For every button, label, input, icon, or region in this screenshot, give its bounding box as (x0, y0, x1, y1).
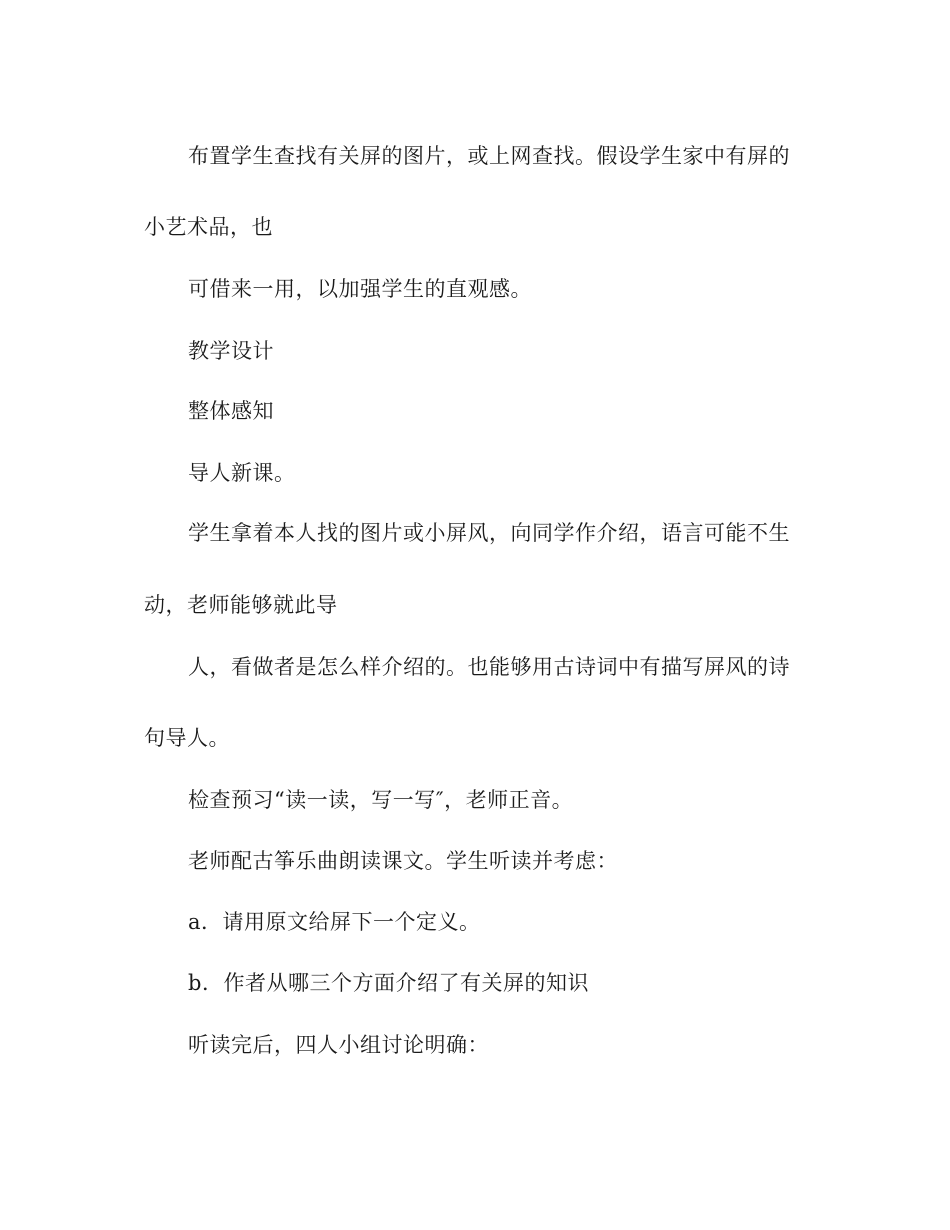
paragraph-line: 检查预习“读一读，写一写″，老师正音。 (188, 788, 574, 812)
paragraph-line: 动，老师能够就此导 (144, 593, 338, 617)
list-item: a．请用原文给屏下一个定义。 (188, 910, 481, 934)
paragraph-line: 听读完后，四人小组讨论明确： (188, 1033, 489, 1057)
paragraph-line: 小艺术品，也 (144, 215, 273, 239)
paragraph-line: 导人新课。 (188, 461, 296, 485)
list-item: b．作者从哪三个方面介绍了有关屏的知识 (188, 971, 589, 995)
paragraph-line: 人，看做者是怎么样介绍的。也能够用古诗词中有描写屏风的诗 (188, 655, 790, 679)
paragraph-line: 可借来一用，以加强学生的直观感。 (188, 277, 532, 301)
section-heading: 教学设计 (188, 339, 274, 363)
paragraph-line: 布置学生查找有关屏的图片，或上网查找。假设学生家中有屏的 (188, 144, 790, 168)
paragraph-line: 句导人。 (144, 726, 230, 750)
section-heading: 整体感知 (188, 399, 274, 423)
paragraph-line: 老师配古筝乐曲朗读课文。学生听读并考虑： (188, 849, 618, 873)
paragraph-line: 学生拿着本人找的图片或小屏风，向同学作介绍，语言可能不生 (188, 521, 790, 545)
